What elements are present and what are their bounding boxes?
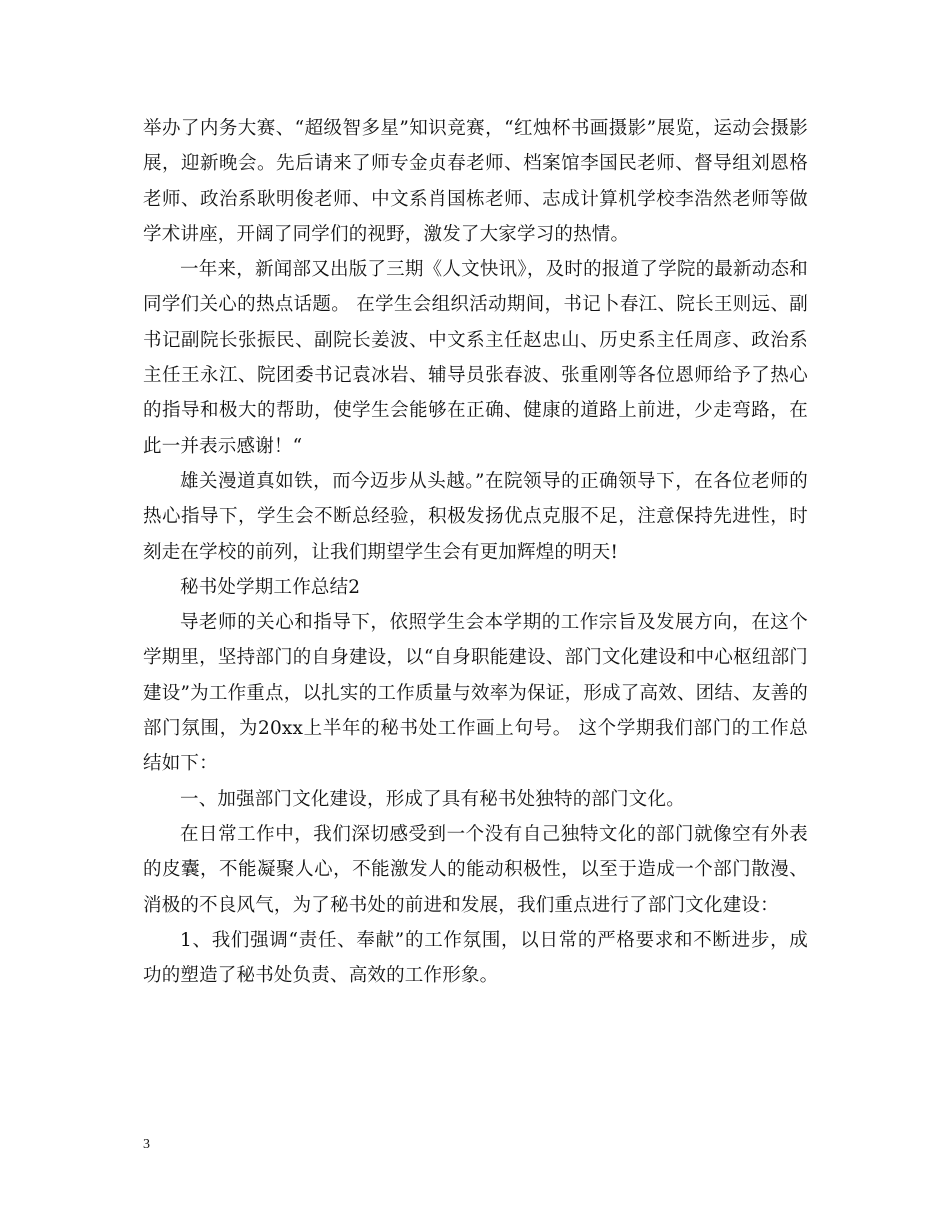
document-body xyxy=(143,111,808,993)
paragraph-7: 1、我们强调“责任、奉献”的工作氛围，以日常的严格要求和不断进步，成功的塑造了秘书处负责、高效的工作形象。 xyxy=(143,929,808,987)
paragraph-5: 一、加强部门文化建设，形成了具有秘书处独特的部门文化。 xyxy=(180,788,685,810)
page-number: 3 xyxy=(143,1137,150,1152)
section-heading: 秘书处学期工作总结2 xyxy=(180,576,361,598)
paragraph-4: 导老师的关心和指导下，依照学生会本学期的工作宗旨及发展方向，在这个学期里，坚持部门的自身建设，以“自身职能建设、部门文化建设和中心枢纽部门建设”为工作重点，以扎实的工作质量与效率为保证，形成了高效、团结、友善的部门氛围，为20xx上半年的秘书处工作画上句号。 这个学期我们部门的工作总结如下： xyxy=(143,612,808,775)
paragraph-6: 在日常工作中，我们深切感受到一个没有自己独特文化的部门就像空有外表的皮囊，不能凝聚人心，不能激发人的能动积极性，以至于造成一个部门散漫、消极的不良风气，为了秘书处的前进和发展，我们重点进行了部门文化建设： xyxy=(143,823,808,916)
paragraph-1: 举办了内务大赛、“超级智多星”知识竞赛，“红烛杯书画摄影”展览，运动会摄影展，迎新晚会。先后请来了师专金贞春老师、档案馆李国民老师、督导组刘恩格老师、政治系耿明俊老师、中文系肖国栋老师、志成计算机学校李浩然老师等做学术讲座，开阔了同学们的视野，激发了大家学习的热情。 xyxy=(143,118,808,245)
paragraph-2: 一年来，新闻部又出版了三期《人文快讯》，及时的报道了学院的最新动态和同学们关心的热点话题。 在学生会组织活动期间，书记卜春江、院长王则远、副书记副院长张振民、副院长姜波、中文系主任赵忠山、历史系主任周彦、政治系主任王永江、院团委书记袁冰岩、辅导员张春波、张重刚等各位恩师给予了热心的指导和极大的帮助，使学生会能够在正确、健康的道路上前进，少走弯路，在此一并表示感谢！“ xyxy=(143,259,808,457)
paragraph-3: 雄关漫道真如铁，而今迈步从头越。”在院领导的正确领导下，在各位老师的热心指导下，学生会不断总经验，积极发扬优点克服不足，注意保持先进性，时刻走在学校的前列，让我们期望学生会有更加辉煌的明天! xyxy=(143,470,808,563)
